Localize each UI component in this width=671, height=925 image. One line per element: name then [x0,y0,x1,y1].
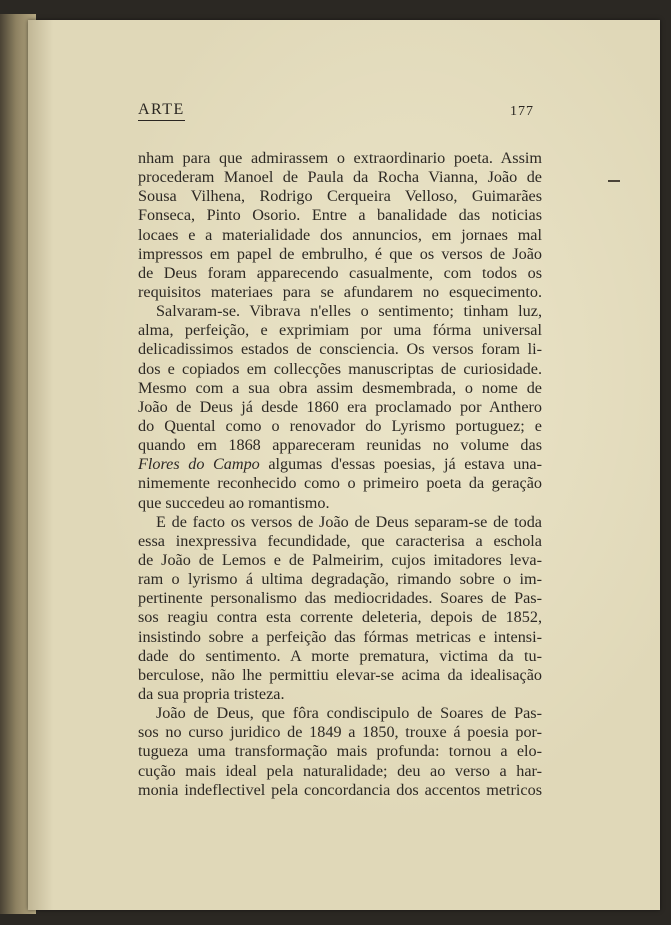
text-line-rest: algumas d'essas poesias, já estava una- [259,455,542,474]
text-line: cução mais ideal pela naturalidade; deu ao verso a har- [138,761,542,780]
text-line: de João de Lemos e de Palmeirim, cujos imitadores leva- [138,550,542,569]
text-line: do Quental como o renovador do Lyrismo portuguez; e [138,416,542,435]
text-line: sos no curso juridico de 1849 a 1850, trouxe á poesia por- [138,723,542,742]
text-line: dos e copiados em collecções manuscriptas de curiosidade. [138,359,542,378]
text-line: delicadissimos estados de consciencia. Os versos foram li- [138,340,542,359]
text-line: ram o lyrismo á ultima degradação, rimando sobre o im- [138,570,542,589]
text-line: tugueza uma transformação mais profunda: tornou a elo- [138,742,542,761]
text-line: E de facto os versos de João de Deus separam-se de toda [156,512,542,531]
text-line: requisitos materiaes para se afundarem no esquecimento. [138,282,542,301]
text-line: da sua propria tristeza. [138,684,285,703]
page-number: 177 [510,104,534,119]
text-line: de Deus foram apparecendo casualmente, com todos os [138,263,542,282]
text-line: quando em 1868 appareceram reunidas no volume das [138,436,542,455]
text-line: João de Deus já desde 1860 era proclamado por Anthero [138,397,542,416]
text-line: impressos em papel de embrulho, é que os versos de João [138,244,542,263]
text-line: procederam Manoel de Paula da Rocha Vianna, João de [138,168,542,187]
text-line: Fonseca, Pinto Osorio. Entre a banalidade das noticias [138,206,542,225]
text-line: que succedeu ao romantismo. [138,493,330,512]
text-line: Salvaram-se. Vibrava n'elles o sentimento; tinham luz, [156,302,542,321]
text-line: berculose, não lhe permittiu elevar-se acima da idealisação [138,665,542,684]
text-line: nham para que admirassem o extraordinario poeta. Assim [138,149,542,167]
text-line: alma, perfeição, e exprimiam por uma fórma universal [138,321,542,340]
text-line: sos reagiu contra esta corrente deleteria, depois de 1852, [138,608,542,627]
paper-speck [608,180,620,182]
text-line [138,455,542,474]
text-line: locaes e a materialidade dos annuncios, em jornaes mal [138,225,542,244]
body-text [138,149,542,800]
text-line: Sousa Vilhena, Rodrigo Cerqueira Velloso, Guimarães [138,187,542,206]
text-line: Mesmo com a sua obra assim desmembrada, o nome de [138,378,542,397]
text-line: João de Deus, que fôra condiscipulo de Soares de Pas- [156,704,542,723]
text-line: dade do sentimento. A morte prematura, victima da tu- [138,646,542,665]
text-line: essa inexpressiva fecundidade, que caracterisa a eschola [138,531,542,550]
running-head-title: ARTE [138,101,185,121]
text-line: nimemente reconhecido como o primeiro poeta da geração [138,474,542,493]
text-line: pertinente personalismo das mediocridades. Soares de Pas- [138,589,542,608]
text-line: monia indeflectivel pela concordancia dos accentos metricos [138,780,542,799]
text-line: insistindo sobre a perfeição das fórmas metricas e intensi- [138,627,542,646]
book-title-italic: Flores do Campo [138,455,260,474]
